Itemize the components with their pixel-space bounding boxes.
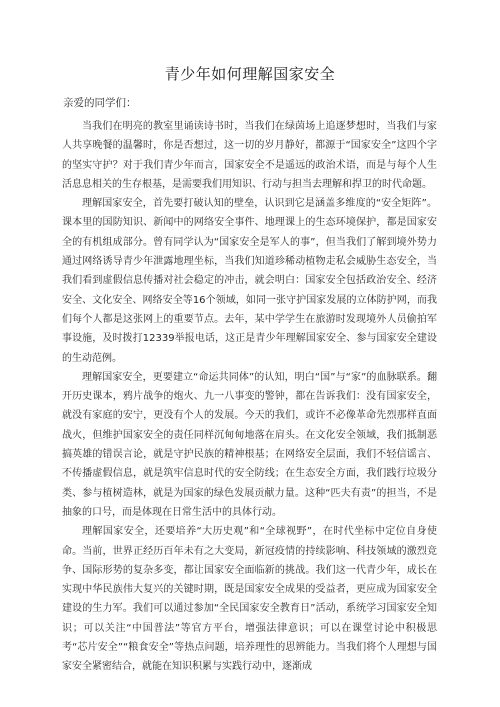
paragraph: 理解国家安全，更要建立“命运共同体”的认知，明白“国”与“家”的血脉联系。翻开历史课本，鸦片战争的炮火、九一八事变的警钟，都在告诉我们：没有国家安全，就没有家庭的安宁，更没有个人的发展。今天的我们，或许不必像革命先烈那样直面战火，但维护国家安全的责任同样沉甸甸地落在肩头。在文化安全领域，我们抵制恶搞英雄的错误言论，就是守护民族的精神根基；在网络安全层面，我们不轻信谣言、不传播虚假信息，就是筑牢信息时代的安全防线；在生态安全方面，我们践行垃圾分类、参与植树造林，就是为国家的绿色发展贡献力量。这种“匹夫有责”的担当，不是抽象的口号，而是体现在日常生活中的具体行动。 (62, 371, 437, 518)
document-body (62, 117, 437, 677)
document-title: 青少年如何理解国家安全 (164, 65, 336, 83)
paragraph: 理解国家安全，还要培养“大历史观”和“全球视野”，在时代坐标中定位自身使命。当前，世界正经历百年未有之大变局，新冠疫情的持续影响、科技领域的激烈竞争、国际形势的复杂多变，都让国家安全面临新的挑战。我们这一代青少年，成长在实现中华民族伟大复兴的关键时期，既是国家安全成果的受益者，更应成为国家安全建设的生力军。我们可以通过参加“全民国家安全教育日”活动，系统学习国家安全知识；可以关注“中国普法”等官方平台，增强法律意识；可以在课堂讨论中积极思考“芯片安全”“粮食安全”等热点问题，培养理性的思辨能力。当我们将个人理想与国家安全紧密结合，就能在知识积累与实践行动中，逐渐成 (62, 526, 437, 673)
paragraph: 当我们在明亮的教室里诵读诗书时，当我们在绿茵场上追逐梦想时，当我们与家人共享晚餐的温馨时，你是否想过，这一切的岁月静好，都源于“国家安全”这四个字的坚实守护？对于我们青少年而言，国家安全不是遥远的政治术语，而是与每个人生活息息相关的生存根基，是需要我们用知识、行动与担当去理解和捍卫的时代命题。 (62, 121, 437, 190)
salutation: 亲爱的同学们： (63, 97, 137, 109)
paragraph: 理解国家安全，首先要打破认知的壁垒，认识到它是涵盖多维度的“安全矩阵”。课本里的国防知识、新闻中的网络安全事件、地理课上的生态环境保护，都是国家安全的有机组成部分。曾有同学认为“国家安全是军人的事”，但当我们了解到境外势力通过网络诱导青少年泄露地理坐标，当我们知道珍稀动植物走私会威胁生态安全，当我们看到虚假信息传播对社会稳定的冲击，就会明白：国家安全包括政治安全、经济安全、文化安全、网络安全等16个领域，如同一张守护国家发展的立体防护网，而我们每个人都是这张网上的重要节点。去年，某中学学生在旅游时发现境外人员偷拍军事设施，及时拨打12339举报电话，这正是青少年理解国家安全、参与国家安全建设的生动范例。 (62, 198, 437, 364)
